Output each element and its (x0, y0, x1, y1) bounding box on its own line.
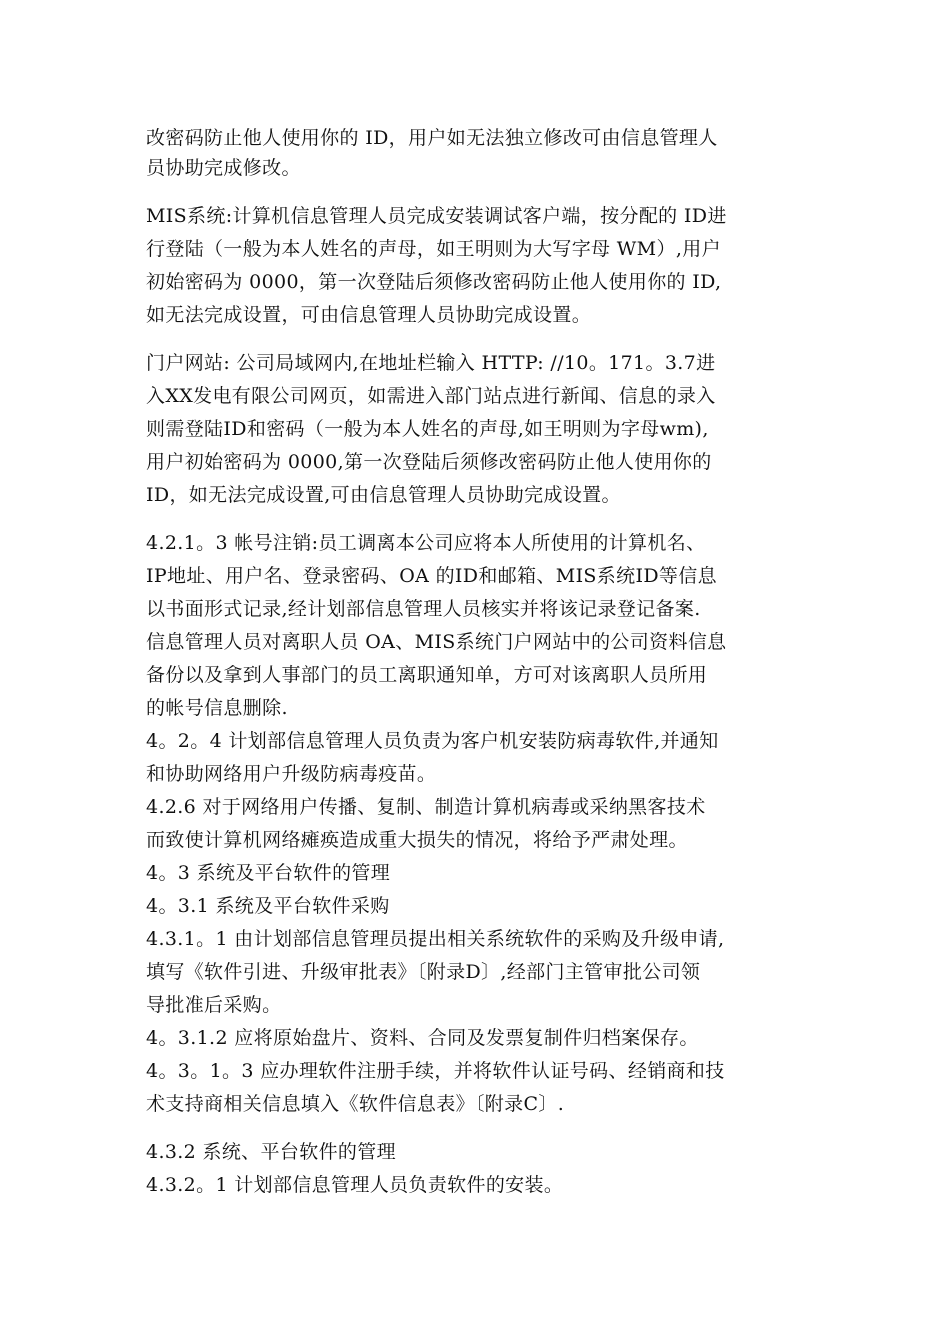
text-line: 4.3.2。1 计划部信息管理人员负责软件的安装。 (146, 1174, 564, 1196)
text-line: 的帐号信息删除. (146, 697, 288, 719)
text-line: 而致使计算机网络瘫痪造成重大损失的情况，将给予严肃处理。 (146, 829, 688, 851)
text-line: 4.2.1。3 帐号注销:员工调离本公司应将本人所使用的计算机名、 (146, 532, 706, 554)
text-line: 门户网站: 公司局域网内,在地址栏输入 HTTP: //10。171。3.7进 (146, 352, 716, 374)
text-line: IP地址、用户名、登录密码、OA 的ID和邮箱、MIS系统ID等信息 (146, 565, 717, 587)
text-line: ID，如无法完成设置,可由信息管理人员协助完成设置。 (146, 484, 621, 506)
text-line: MIS系统:计算机信息管理人员完成安装调试客户端，按分配的 ID进 (146, 205, 727, 227)
text-line: 4。3。1。3 应办理软件注册手续，并将软件认证号码、经销商和技 (146, 1060, 725, 1082)
text-line: 信息管理人员对离职人员 OA、MIS系统门户网站中的公司资料信息 (146, 631, 727, 653)
text-line: 入XX发电有限公司网页，如需进入部门站点进行新闻、信息的录入 (146, 385, 716, 407)
text-line: 4.3.2 系统、平台软件的管理 (146, 1141, 396, 1163)
text-line: 如无法完成设置，可由信息管理人员协助完成设置。 (146, 304, 592, 326)
text-line: 用户初始密码为 0000,第一次登陆后须修改密码防止他人使用你的 (146, 451, 712, 473)
text-line: 和协助网络用户升级防病毒疫苗。 (146, 763, 437, 785)
text-line: 4。3.1.2 应将原始盘片、资料、合同及发票复制件归档案保存。 (146, 1027, 699, 1049)
text-line: 改密码防止他人使用你的 ID，用户如无法独立修改可由信息管理人 (146, 127, 718, 149)
text-line: 术支持商相关信息填入《软件信息表》〔附录C〕. (146, 1093, 565, 1115)
text-line: 则需登陆ID和密码（一般为本人姓名的声母,如王明则为字母wm), (146, 418, 709, 440)
text-line: 初始密码为 0000，第一次登陆后须修改密码防止他人使用你的 ID, (146, 271, 722, 293)
text-line: 4。2。4 计划部信息管理人员负责为客户机安装防病毒软件,并通知 (146, 730, 719, 752)
text-line: 导批准后采购。 (146, 994, 282, 1016)
text-line: 4。3.1 系统及平台软件采购 (146, 895, 390, 917)
text-line: 备份以及拿到人事部门的员工离职通知单，方可对该离职人员所用 (146, 664, 708, 686)
text-line: 行登陆（一般为本人姓名的声母，如王明则为大写字母 WM）,用户 (146, 238, 721, 260)
text-line: 4。3 系统及平台软件的管理 (146, 862, 391, 884)
text-line: 以书面形式记录,经计划部信息管理人员核实并将该记录登记备案. (146, 598, 701, 620)
text-line: 4.2.6 对于网络用户传播、复制、制造计算机病毒或采纳黑客技术 (146, 796, 706, 818)
text-line: 员协助完成修改。 (146, 157, 301, 179)
text-line: 4.3.1。1 由计划部信息管理员提出相关系统软件的采购及升级申请, (146, 928, 725, 950)
text-line: 填写《软件引进、升级审批表》〔附录D〕,经部门主管审批公司领 (146, 961, 701, 983)
